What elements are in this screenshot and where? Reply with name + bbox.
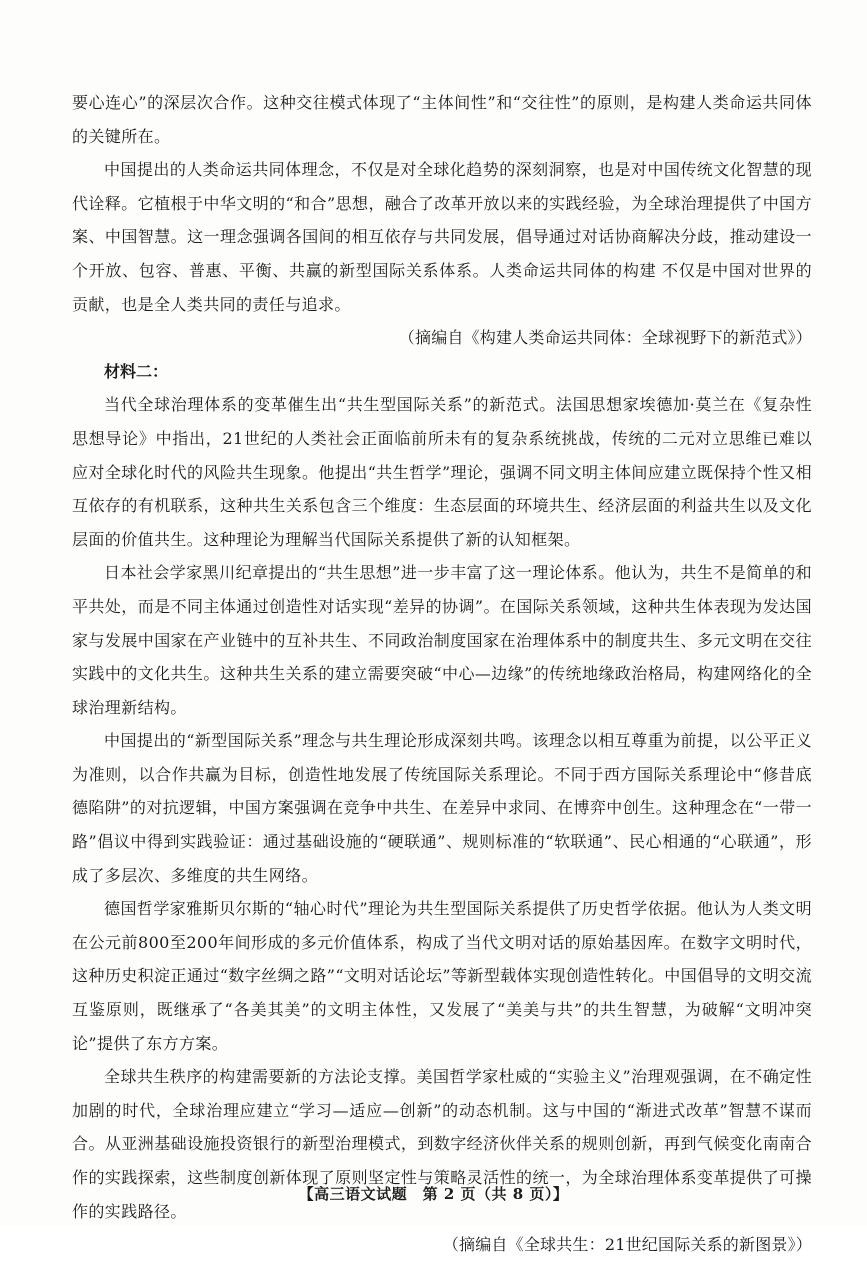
paragraph-kurokawa: 日本社会学家黑川纪章提出的“共生思想”进一步丰富了这一理论体系。他认为，共生不是简单的和平共处，而是不同主体通过创造性对话实现“差异的协调”。在国际关系领域，这种共生体表现为发达国家与发展中国家在产业链中的互补共生、不同政治制度国家在治理体系中的制度共生、多元文明在交往实践中的文化共生。这种共生关系的建立需要突破“中心—边缘”的传统地缘政治格局，构建网络化的全球治理新结构。 bbox=[72, 563, 812, 717]
paragraph-community-concept: 中国提出的人类命运共同体理念，不仅是对全球化趋势的深刻洞察，也是对中国传统文化智慧的现代诠释。它植根于中华文明的“和合”思想，融合了改革开放以来的实践经验，为全球治理提供了中国方案、中国智慧。这一理念强调各国间的相互依存与共同发展，倡导通过对话协商解决分歧，推动建设一个开放、包容、普惠、平衡、共赢的新型国际关系体系。人类命运共同体的构建 不仅是中国对世界的贡献，也是全人类共同的责任与追求。 bbox=[72, 160, 812, 314]
paragraph-jaspers: 德国哲学家雅斯贝尔斯的“轴心时代”理论为共生型国际关系提供了历史哲学依据。他认为人类文明在公元前800至200年间形成的多元价值体系，构成了当代文明对话的原始基因库。在数字文明时代，这种历史积淀正通过“数字丝绸之路”“文明对话论坛”等新型载体实现创造性转化。中国倡导的文明交流互鉴原则，既继承了“各美其美”的文明主体性，又发展了“美美与共”的共生智慧，为破解“文明冲突论”提供了东方方案。 bbox=[72, 899, 812, 1053]
paragraph-continued: 要心连心”的深层次合作。这种交往模式体现了“主体间性”和“交往性”的原则，是构建人类命运共同体的关键所在。 bbox=[72, 93, 812, 146]
material-two-heading: 材料二： bbox=[104, 361, 169, 381]
paragraph-morin: 当代全球治理体系的变革催生出“共生型国际关系”的新范式。法国思想家埃德加·莫兰在《复杂性思想导论》中指出，21世纪的人类社会正面临前所未有的复杂系统挑战，传统的二元对立思维已难以应对全球化时代的风险共生现象。他提出“共生哲学”理论，强调不同文明主体间应建立既保持个性又相互依存的有机联系，这种共生关系包含三个维度：生态层面的环境共生、经济层面的利益共生以及文化层面的价值共生。这种理论为理解当代国际关系提供了新的认知框架。 bbox=[72, 395, 812, 549]
page-footer: 【高三语文试题 第 2 页（共 8 页）】 bbox=[298, 1185, 569, 1203]
paragraph-new-relations: 中国提出的“新型国际关系”理念与共生理论形成深刻共鸣。该理念以相互尊重为前提，以公平正义为准则，以合作共赢为目标，创造性地发展了传统国际关系理论。不同于西方国际关系理论中“修昔底德陷阱”的对抗逻辑，中国方案强调在竞争中共生、在差异中求同、在博弈中创生。这种理念在“一带一路”倡议中得到实践验证：通过基础设施的“硬联通”、规则标准的“软联通”、民心相通的“心联通”，形成了多层次、多维度的共生网络。 bbox=[72, 731, 812, 885]
page-content bbox=[72, 86, 812, 1262]
source-citation-1: （摘编自《构建人类命运共同体：全球视野下的新范式》） bbox=[398, 328, 812, 348]
paragraph-dewey: 全球共生秩序的构建需要新的方法论支撑。美国哲学家杜威的“实验主义”治理观强调，在不确定性加剧的时代，全球治理应建立“学习—适应—创新”的动态机制。这与中国的“渐进式改革”智慧不谋而合。从亚洲基础设施投资银行的新型治理模式，到数字经济伙伴关系的规则创新，再到气候变化南南合作的实践探索，这些制度创新体现了原则坚定性与策略灵活性的统一，为全球治理体系变革提供了可操作的实践路径。 bbox=[72, 1067, 812, 1221]
source-citation-2: （摘编自《全球共生：21世纪国际关系的新图景》） bbox=[442, 1235, 812, 1255]
